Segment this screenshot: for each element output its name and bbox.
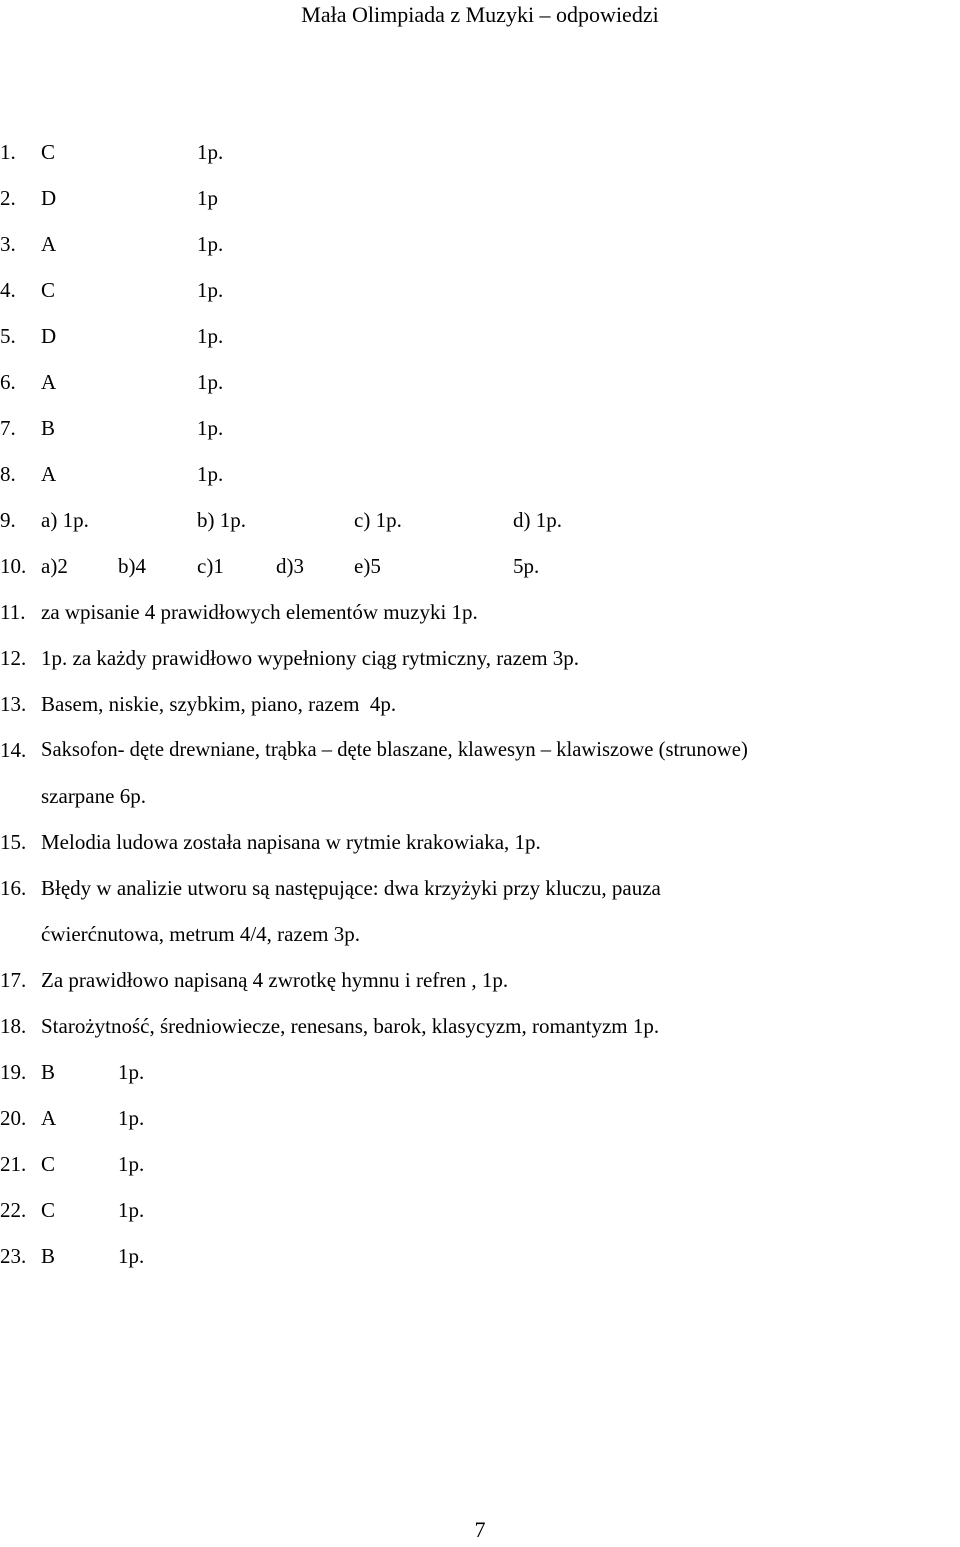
header-title: Mała Olimpiada z Muzyki – odpowiedzi [301,2,659,27]
answer-letter: D [41,324,57,348]
answer-letter: A [41,370,57,394]
answer-points: 1p. [197,370,224,394]
answer-number: 2. [0,186,16,210]
answer-number: 6. [0,370,16,394]
answer-number: 8. [0,462,16,486]
answer-part-d: d)3 [276,554,304,578]
answer-part-d: d) 1p. [513,508,562,532]
page-number: 7 [474,1517,486,1542]
answer-points: 1p. [197,462,224,486]
answer-row-5 [0,320,960,366]
answer-number: 10. [0,554,27,578]
answer-number: 13. [0,692,27,716]
answer-number: 11. [0,600,26,624]
answer-row-14 [0,734,960,826]
answer-part-b: b)4 [118,554,146,578]
answer-points: 5p. [513,554,540,578]
answer-row-13 [0,688,960,734]
answer-number: 21. [0,1152,27,1176]
answer-letter: B [41,1244,56,1268]
answer-points: 1p. [118,1244,145,1268]
answer-points: 1p. [118,1060,145,1084]
answer-row-19 [0,1056,960,1102]
answer-points: 1p. [197,416,224,440]
answer-number: 22. [0,1198,27,1222]
answer-text-line-2: szarpane 6p. [41,784,146,808]
answer-row-16 [0,872,960,964]
answer-number: 23. [0,1244,27,1268]
answer-number: 9. [0,508,16,532]
answer-number: 20. [0,1106,27,1130]
answer-row-17 [0,964,960,1010]
answer-points: 1p. [197,278,224,302]
answer-text: za wpisanie 4 prawidłowych elementów muzyki 1p. [41,600,478,624]
answer-text: Melodia ludowa została napisana w rytmie krakowiaka, 1p. [41,830,541,854]
answer-number: 5. [0,324,16,348]
page-header [0,0,960,29]
answer-number: 1. [0,140,16,164]
answer-points: 1p. [118,1152,145,1176]
answer-points: 1p. [118,1198,145,1222]
answer-letter: A [41,232,57,256]
answer-part-a: a)2 [41,554,68,578]
answer-list [0,136,960,1286]
answer-points: 1p. [118,1106,145,1130]
answer-number: 7. [0,416,16,440]
answer-row-15 [0,826,960,872]
answer-number: 14. [0,738,27,762]
answer-number: 18. [0,1014,27,1038]
answer-number: 16. [0,876,27,900]
answer-number: 19. [0,1060,27,1084]
answer-part-e: e)5 [354,554,381,578]
answer-row-12 [0,642,960,688]
answer-text: Starożytność, średniowiecze, renesans, barok, klasycyzm, romantyzm 1p. [41,1014,660,1038]
page-footer [0,1516,960,1544]
answer-row-7 [0,412,960,458]
answer-row-6 [0,366,960,412]
answer-number: 12. [0,646,27,670]
answer-letter: C [41,1152,56,1176]
answer-number: 4. [0,278,16,302]
answer-text-line-2: ćwierćnutowa, metrum 4/4, razem 3p. [41,922,360,946]
answer-row-21 [0,1148,960,1194]
answer-row-11 [0,596,960,642]
answer-part-b: b) 1p. [197,508,246,532]
answer-letter: B [41,1060,56,1084]
answer-letter: C [41,1198,56,1222]
answer-number: 17. [0,968,27,992]
answer-row-18 [0,1010,960,1056]
answer-number: 15. [0,830,27,854]
answer-number: 3. [0,232,16,256]
answer-part-c: c)1 [197,554,224,578]
answer-part-a: a) 1p. [41,508,89,532]
answer-letter: A [41,462,57,486]
answer-row-8 [0,458,960,504]
answer-text: 1p. za każdy prawidłowo wypełniony ciąg rytmiczny, razem 3p. [41,646,580,670]
answer-letter: D [41,186,57,210]
answer-row-23 [0,1240,960,1286]
answer-letter: B [41,416,56,440]
answer-row-3 [0,228,960,274]
answer-row-2 [0,182,960,228]
answer-text: Basem, niskie, szybkim, piano, razem 4p. [41,692,397,716]
answer-points: 1p. [197,140,224,164]
answer-text-line-1: Saksofon- dęte drewniane, trąbka – dęte blaszane, klawesyn – klawiszowe (strunowe) [41,739,748,761]
answer-points: 1p. [197,232,224,256]
answer-text-line-1: Błędy w analizie utworu są następujące: dwa krzyżyki przy kluczu, pauza [41,876,661,900]
answer-row-10 [0,550,960,596]
answer-row-1 [0,136,960,182]
answer-row-4 [0,274,960,320]
answer-letter: A [41,1106,57,1130]
answer-row-20 [0,1102,960,1148]
answer-text: Za prawidłowo napisaną 4 zwrotkę hymnu i refren , 1p. [41,968,509,992]
answer-points: 1p. [197,324,224,348]
answer-letter: C [41,278,56,302]
answer-row-22 [0,1194,960,1240]
answer-row-9 [0,504,960,550]
answer-part-c: c) 1p. [354,508,402,532]
answer-letter: C [41,140,56,164]
answer-points: 1p [197,186,218,210]
